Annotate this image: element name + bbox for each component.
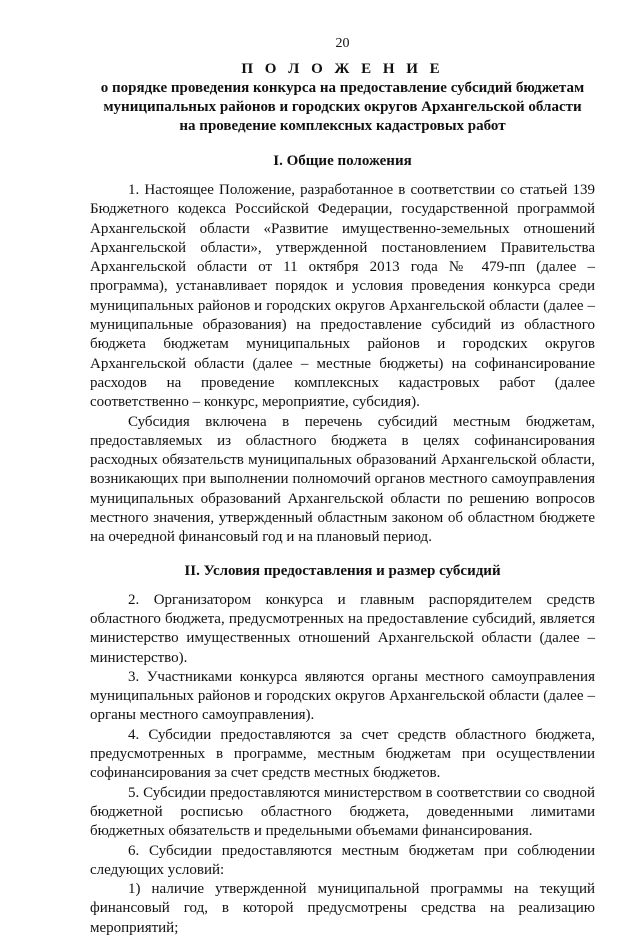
paragraph: 3. Участниками конкурса являются органы местного самоуправления муниципальных районов и городских округов Архангельской области (далее – органы местного самоуправления). — [90, 668, 595, 724]
subtitle-line: о порядке проведения конкурса на предоставление субсидий бюджетам — [100, 80, 585, 96]
section-general-provisions — [90, 152, 595, 548]
paragraph: 5. Субсидии предоставляются министерством в соответствии со сводной бюджетной росписью областного бюджета, доведенными лимитами бюджетных обязательств и предельными объемами финансирования. — [90, 784, 595, 840]
document-subtitle — [90, 79, 595, 136]
paragraph: 1. Настоящее Положение, разработанное в соответствии со статьей 139 Бюджетного кодекса Российской Федерации, государственной программой Архангельской области «Развитие имущественно-земельных отношений Архангельской области», утвержденной постановлением Правительства Архангельской области от 11 октября 2013 года № 479-пп (далее – программа), устанавливает порядок и условия проведения конкурса среди муниципальных районов и городских округов Архангельской области (далее – муниципальные образования) на предоставление субсидий из областного бюджета бюджетам муниципальных районов и городских округов Архангельской области (далее – местные бюджеты) на софинансирование расходов на проведение комплексных кадастровых работ (далее соответственно – конкурс, мероприятие, субсидия). — [90, 182, 595, 411]
section-heading: II. Условия предоставления и размер субсидий — [184, 562, 501, 579]
section-heading: I. Общие положения — [273, 153, 412, 169]
paragraph: 4. Субсидии предоставляются за счет средств областного бюджета, предусмотренных в программе, местным бюджетам при осуществлении софинансирования за счет средств местных бюджетов. — [90, 726, 595, 782]
document-title: П О Л О Ж Е Н И Е — [241, 61, 444, 77]
page-number: 20 — [335, 36, 350, 51]
subtitle-line: на проведение комплексных кадастровых работ — [179, 118, 506, 134]
paragraph: 6. Субсидии предоставляются местным бюджетам при соблюдении следующих условий: — [90, 842, 595, 878]
paragraph: 1) наличие утвержденной муниципальной программы на текущий финансовый год, в которой предусмотрены средства на реализацию мероприятий; — [90, 881, 595, 936]
subtitle-line: муниципальных районов и городских округов Архангельской области — [103, 99, 582, 115]
paragraph: Субсидия включена в перечень субсидий местным бюджетам, предоставляемых из областного бюджета в целях софинансирования расходных обязательств муниципальных образований Архангельской области, возникающих при выполнении полномочий органов местного самоуправления муниципальных образований Архангельской области по решению вопросов местного значения, утвержденный областным законом об областном бюджете на очередной финансовый год и на плановый период. — [90, 413, 595, 546]
section-conditions — [90, 562, 595, 938]
paragraph: 2. Организатором конкурса и главным распорядителем средств областного бюджета, предусмотренных на предоставление субсидий, является министерство имущественных отношений Архангельской области (далее – министерство). — [90, 591, 595, 666]
